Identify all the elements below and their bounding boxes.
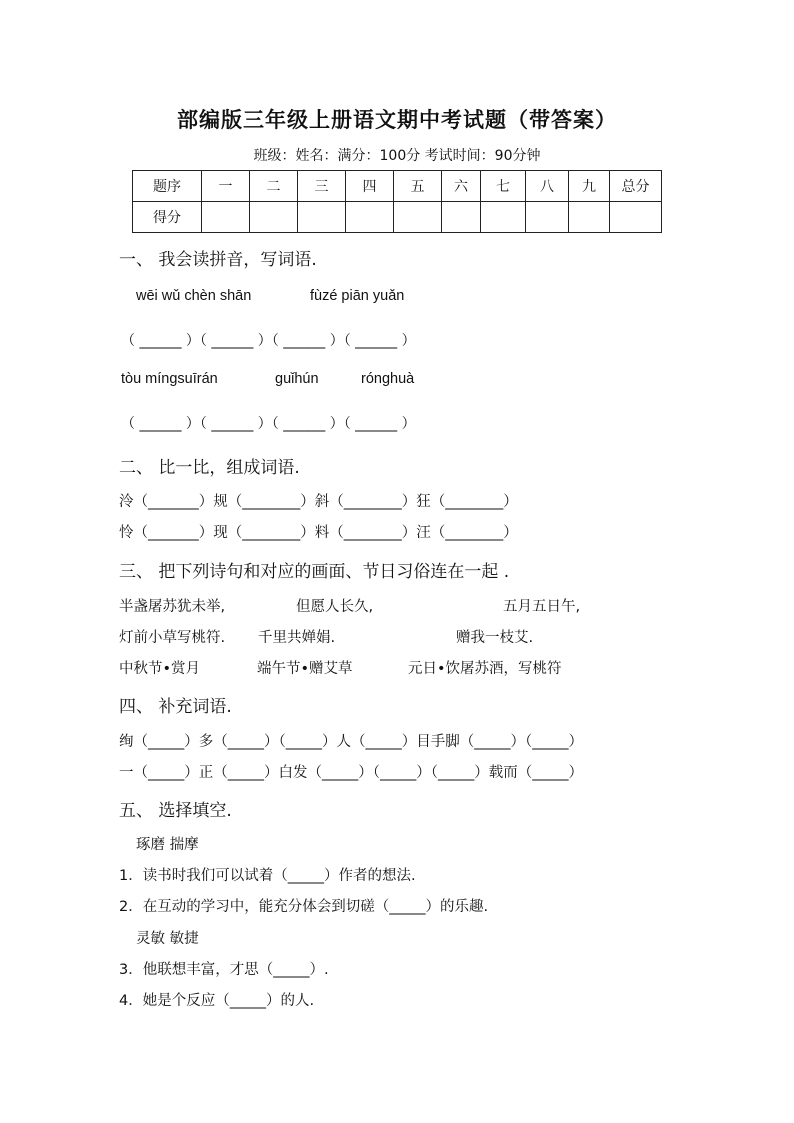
table-cell: 一 [202,171,250,202]
score-cell[interactable] [202,202,250,233]
exam-info: 班级：姓名：满分：100分 考试时间：90分钟 [253,148,541,164]
custom-item[interactable]: 中秋节•赏月 [119,661,201,677]
score-cell[interactable] [442,202,481,233]
table-cell: 九 [569,171,610,202]
score-cell[interactable] [610,202,662,233]
poem-line[interactable]: 五月五日午, [503,599,581,615]
score-cell[interactable] [394,202,442,233]
table-cell: 总分 [610,171,662,202]
table-cell: 八 [526,171,569,202]
blank-row[interactable]: （ ______ ）（ ______ ）（ ______ ）（ ______ ） [121,333,416,349]
question-line[interactable]: 2．在互动的学习中，能充分体会到切磋（_____）的乐趣. [119,899,489,915]
table-cell: 题序 [133,171,202,202]
pinyin-item: rónghuà [361,371,415,387]
question-line[interactable]: 1．读书时我们可以试着（_____）作者的想法. [119,868,416,884]
section-4-heading: 四、 补充词语. [119,697,232,717]
score-table-score-row [133,202,662,233]
table-cell: 得分 [133,202,202,233]
poem-line[interactable]: 但愿人长久, [296,599,374,615]
poem-line[interactable]: 半盏屠苏犹未举, [119,599,226,615]
question-line[interactable]: 4．她是个反应（_____）的人. [119,993,315,1009]
pinyin-item: guǐhún [275,371,319,387]
word-choices: 灵敏 敏捷 [136,931,199,947]
custom-item[interactable]: 端午节•赠艾草 [257,661,353,677]
score-cell[interactable] [569,202,610,233]
score-cell[interactable] [526,202,569,233]
table-cell: 七 [481,171,526,202]
fill-word-row[interactable]: 一（_____）正（_____）白发（_____）（_____）（_____）载而（_____） [119,765,583,781]
score-table-header-row [133,171,662,202]
table-cell: 二 [250,171,298,202]
pinyin-item: wēi wǔ chèn shān [136,288,252,304]
table-cell: 五 [394,171,442,202]
score-cell[interactable] [298,202,346,233]
table-cell: 四 [346,171,394,202]
fill-word-row[interactable]: 绚（_____）多（_____）（_____）人（_____）目手脚（_____）（_____） [119,734,583,750]
pinyin-item: tòu míngsuīrán [121,371,218,387]
blank-row[interactable]: （ ______ ）（ ______ ）（ ______ ）（ ______ ） [121,416,416,432]
section-5-heading: 五、 选择填空. [119,801,232,821]
poem-line[interactable]: 赠我一枝艾. [456,630,534,646]
page-title: 部编版三年级上册语文期中考试题（带答案） [177,107,617,132]
score-table [132,170,662,233]
section-1-heading: 一、 我会读拼音，写词语. [119,250,317,270]
pinyin-item: fùzé piān yuǎn [310,288,405,304]
question-line[interactable]: 3．他联想丰富，才思（_____）. [119,962,329,978]
table-cell: 三 [298,171,346,202]
word-compare-row[interactable]: 泠（_______）规（________）斜（________）狂（________） [119,494,518,510]
word-compare-row[interactable]: 怜（_______）现（________）料（________）汪（________） [119,525,518,541]
poem-line[interactable]: 灯前小草写桃符. [119,630,226,646]
section-2-heading: 二、 比一比，组成词语. [119,458,300,478]
score-cell[interactable] [481,202,526,233]
table-cell: 六 [442,171,481,202]
custom-item[interactable]: 元日•饮屠苏酒，写桃符 [408,661,562,677]
word-choices: 琢磨 揣摩 [136,837,199,853]
score-cell[interactable] [346,202,394,233]
poem-line[interactable]: 千里共婵娟. [258,630,336,646]
score-cell[interactable] [250,202,298,233]
section-3-heading: 三、 把下列诗句和对应的画面、节日习俗连在一起 . [119,562,510,582]
